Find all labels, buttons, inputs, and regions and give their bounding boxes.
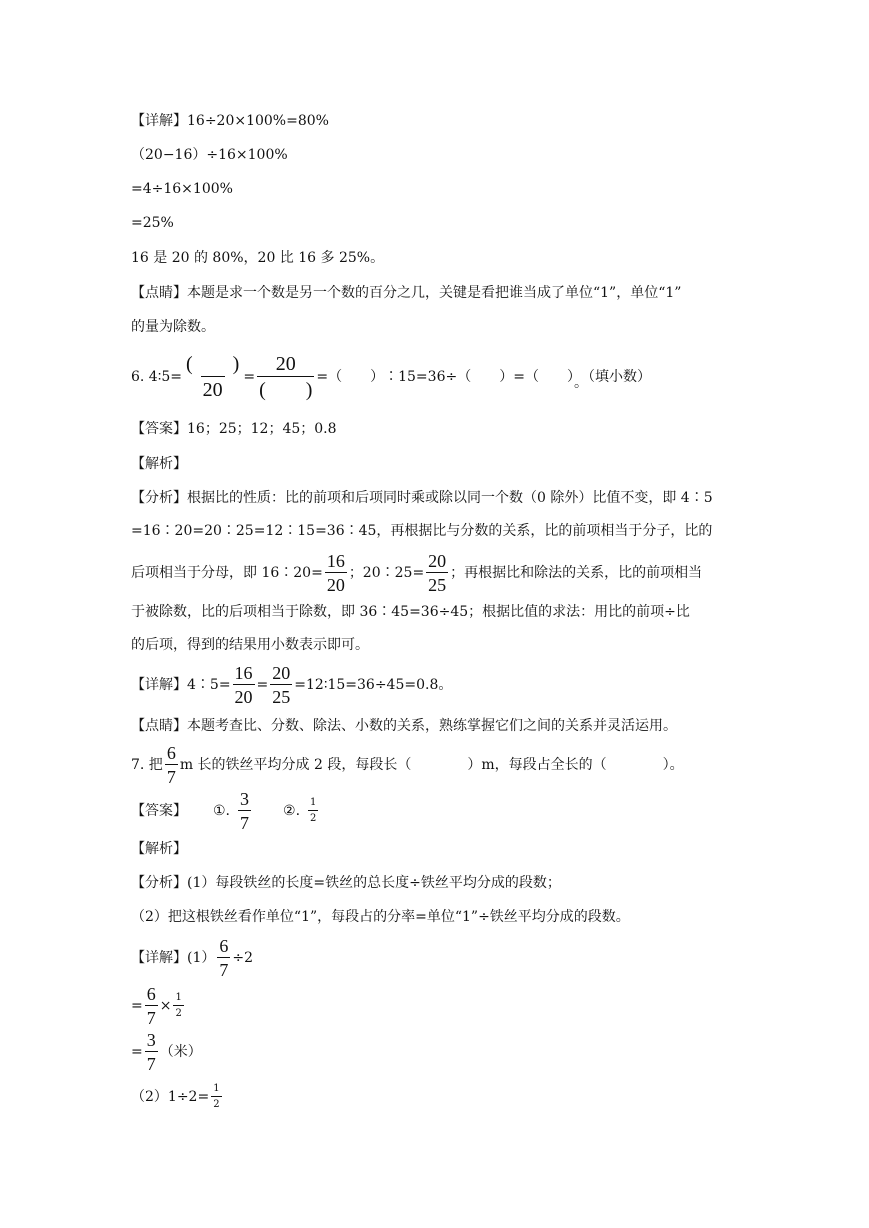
q6-note: （填小数）: [587, 369, 651, 385]
fraction-numerator: 6: [166, 743, 176, 763]
text-line: 的量为除数。: [131, 319, 215, 335]
text-line: =4÷16×100%: [131, 181, 233, 197]
jiexi-7: 【解析】: [131, 841, 187, 857]
text-span: m 长的铁丝平均分成 2 段，每段长（ ）m，每段占全长的（ ）。: [179, 757, 684, 773]
text-line: 于被除数，比的后项相当于除数，即 36∶45=36÷45；根据比值的求法：用比的前项÷比: [131, 604, 690, 620]
fraction-numerator: 16: [234, 663, 253, 683]
text-span: =: [131, 1044, 143, 1060]
fraction: [270, 664, 292, 706]
text-line: （2）把这根铁丝看作单位“1”，每段占的分率=单位“1”÷铁丝平均分成的段数。: [131, 909, 630, 925]
text-span: ①.: [213, 803, 231, 819]
fraction: [325, 552, 347, 594]
fraction: [257, 354, 314, 400]
fraction-numerator: 16: [326, 551, 345, 571]
text-span: （2）1÷2=: [131, 1089, 210, 1105]
fraction: [145, 1031, 158, 1073]
text-line: 【分析】(1）每段铁丝的长度=铁丝的总长度÷铁丝平均分成的段数；: [131, 875, 561, 891]
fraction-denominator: 2: [308, 810, 318, 824]
fraction-denominator: 7: [217, 957, 230, 979]
text-span: （米）: [159, 1044, 202, 1060]
q6-prefix: 6. 4∶5=: [131, 369, 182, 385]
fraction: [426, 552, 448, 594]
fraction-denominator: 7: [238, 810, 251, 832]
question-6: [131, 352, 651, 402]
q6-tail: =（ ）∶15=36÷（ ）=（ ）: [316, 369, 574, 385]
fraction-numerator: 1: [175, 992, 182, 1003]
fraction-denominator: 7: [145, 1005, 158, 1027]
q6-eq: =: [243, 369, 256, 385]
text-line: 【点睛】本题考查比、分数、除法、小数的关系，熟练掌握它们之间的关系并灵活运用。: [131, 718, 677, 734]
text-line: [131, 1029, 202, 1075]
text-span: 7. 把: [131, 757, 163, 773]
text-span: ②.: [283, 803, 301, 819]
fraction-numerator: 1: [310, 797, 317, 808]
fraction: [308, 798, 318, 824]
fraction: [211, 1084, 221, 1110]
fraction-numerator: 20: [272, 663, 291, 683]
jiexi-6: 【解析】: [131, 456, 187, 472]
fraction: [165, 744, 178, 786]
fraction-denominator: 20: [325, 572, 347, 594]
fraction-denominator: ( ): [257, 376, 314, 400]
detail-6: [131, 662, 452, 708]
text-line: 的后项，得到的结果用小数表示即可。: [131, 637, 369, 653]
text-span: ×: [159, 998, 172, 1014]
text-span: 【详解】(1）: [131, 950, 216, 966]
text-line: [131, 1079, 224, 1115]
fraction-denominator: 20: [233, 684, 255, 706]
answer-6: 【答案】16；25；12；45；0.8: [131, 421, 337, 437]
fraction-denominator: 25: [426, 572, 448, 594]
fraction: [238, 790, 251, 832]
fraction-numerator: 3: [240, 789, 250, 809]
fraction-denominator: 7: [145, 1051, 158, 1073]
text-span: =: [256, 677, 269, 693]
text-line: 【点睛】本题是求一个数是另一个数的百分之几，关键是看把谁当成了单位“1”，单位“1”: [131, 285, 682, 301]
text-line: [131, 983, 186, 1029]
text-line: 【详解】16÷20×100%=80%: [131, 113, 329, 129]
text-line: 【分析】根据比的性质：比的前项和后项同时乘或除以同一个数（0 除外）比值不变，即 4∶5: [131, 490, 713, 506]
q6-dot: 。: [573, 375, 588, 391]
text-span: 【详解】4∶5=: [131, 677, 231, 693]
fraction-numerator: 6: [146, 984, 156, 1004]
fraction-denominator: 20: [201, 376, 225, 400]
fraction-numerator: ( ): [186, 353, 240, 375]
text-span: ÷2: [232, 950, 254, 966]
fraction-denominator: 2: [173, 1005, 183, 1019]
text-span: ；20∶25=: [348, 565, 425, 581]
fraction: [145, 985, 158, 1027]
text-line: =25%: [131, 215, 174, 231]
fraction-denominator: 2: [211, 1096, 221, 1110]
question-7: [131, 742, 684, 788]
fraction-numerator: 6: [219, 936, 229, 956]
text-span: =: [131, 998, 143, 1014]
fraction-numerator: 1: [213, 1083, 220, 1094]
text-span: 后项相当于分母，即 16∶20=: [131, 565, 323, 581]
text-span: ；再根据比和除法的关系，比的前项相当: [450, 565, 703, 581]
fraction-numerator: 3: [146, 1030, 156, 1050]
text-span: 【答案】: [131, 803, 187, 819]
text-line: 16 是 20 的 80%，20 比 16 多 25%。: [131, 250, 385, 266]
fraction-denominator: 25: [270, 684, 292, 706]
fraction-denominator: 7: [165, 764, 178, 786]
text-span: =12∶15=36÷45=0.8。: [294, 677, 453, 693]
detail-7: [131, 935, 253, 981]
fraction: [173, 993, 183, 1019]
fraction: [184, 354, 241, 400]
fraction-numerator: 20: [428, 551, 447, 571]
fraction: [217, 937, 230, 979]
fraction-numerator: 20: [275, 353, 296, 375]
answer-7: [131, 788, 320, 834]
text-line: （20−16）÷16×100%: [131, 147, 288, 163]
text-line: [131, 550, 702, 596]
fraction: [233, 664, 255, 706]
text-line: =16∶20=20∶25=12∶15=36∶45，再根据比与分数的关系，比的前项相当于分子，比的: [131, 523, 713, 539]
